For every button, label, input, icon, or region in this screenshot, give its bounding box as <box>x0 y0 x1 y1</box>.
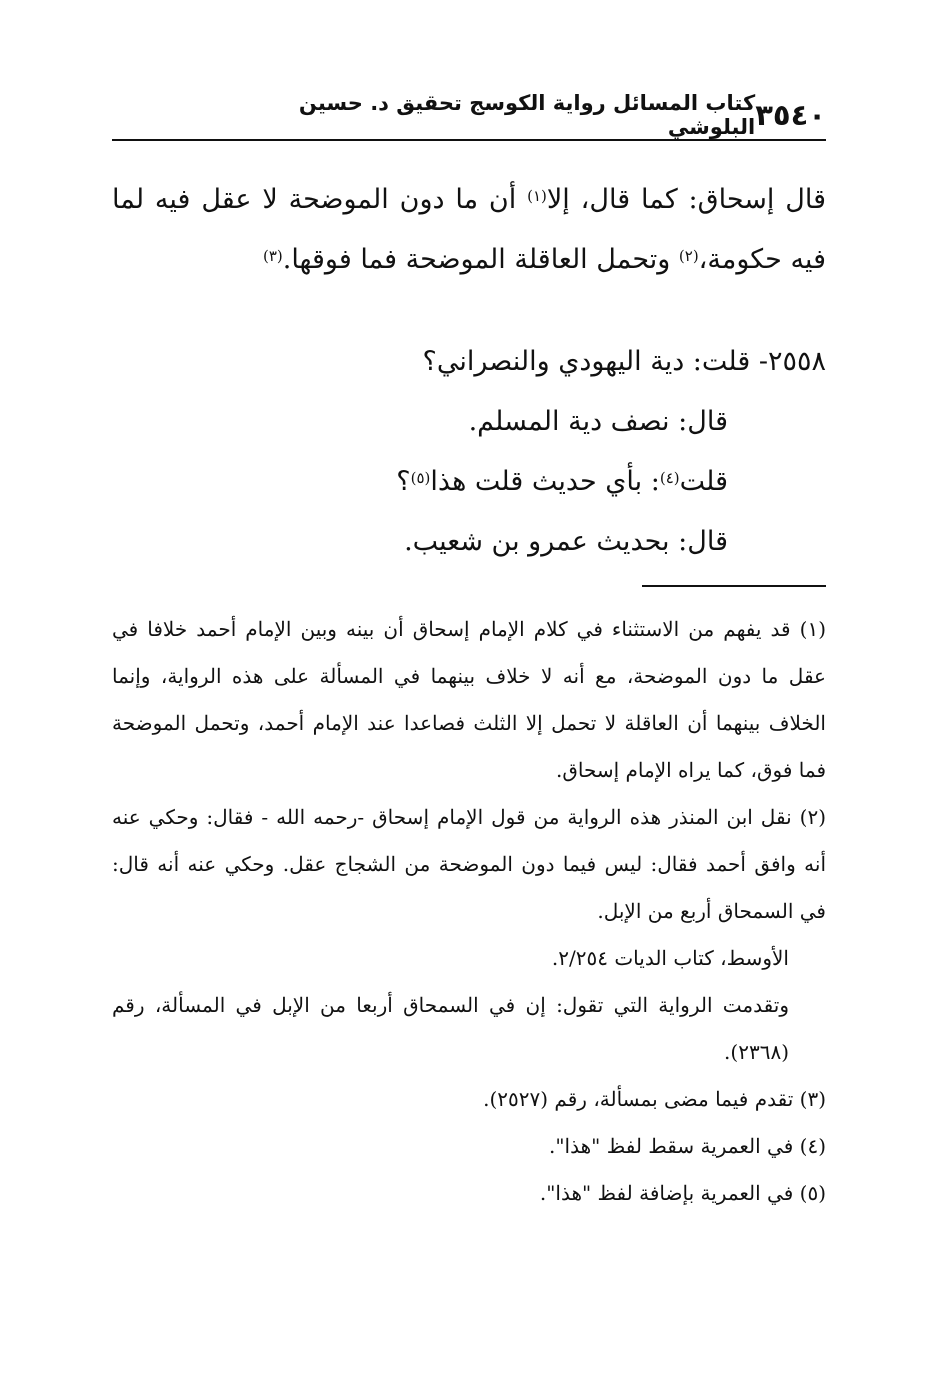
footnote-4 <box>112 1123 826 1170</box>
answer-line: قال: نصف دية المسلم. <box>468 406 728 437</box>
text-run: : بأي حديث قلت هذا <box>430 466 660 497</box>
footnote-ref[interactable]: (١) <box>527 187 547 205</box>
footnote-3 <box>112 1076 826 1123</box>
footnote-text: نقل ابن المنذر هذه الرواية من قول الإمام إسحاق -رحمه الله - فقال: وحكي عنه أنه وافق أحمد فقال: ليس فيما دون الموضحة من الشجاج عقل. وحكي عنه أنه قال: في السمحاق أربع من الإبل. <box>112 805 826 923</box>
text-run: أن ما دون الموضحة لا عقل فيه لما فيه حكومة، <box>112 184 826 275</box>
footnote-number: (٥) <box>799 1181 826 1205</box>
footnote-number: (٤) <box>799 1134 826 1158</box>
footnote-2-note: وتقدمت الرواية التي تقول: إن في السمحاق أربعا من الإبل في المسألة، رقم (٢٣٦٨). <box>112 993 789 1064</box>
text-run: قلت <box>679 466 728 497</box>
footnote-text: في العمرية سقط لفظ "هذا". <box>549 1134 794 1158</box>
footnote-rule <box>642 585 826 587</box>
question-number: ٢٥٥٨- <box>750 346 826 377</box>
question-line <box>112 452 826 512</box>
footnote-ref[interactable]: (٢) <box>678 247 699 265</box>
footnote-2-source: الأوسط، كتاب الديات ٢/٢٥٤. <box>551 946 789 970</box>
page-number: ٣٥٤٠ <box>755 98 826 132</box>
footnote-number: (٣) <box>799 1087 826 1111</box>
footnote-ref[interactable]: (٥) <box>410 469 431 487</box>
footnote-number: (٢) <box>799 805 826 829</box>
running-title: كتاب المسائل رواية الكوسج تحقيق د. حسين البلوشي <box>298 91 756 139</box>
answer-line: قال: بحديث عمرو بن شعيب. <box>404 526 728 557</box>
header-rule <box>112 139 826 141</box>
footnote-ref[interactable]: (٤) <box>659 469 680 487</box>
paragraph-ishaq <box>112 170 826 290</box>
main-text <box>112 170 826 572</box>
footnote-5 <box>112 1170 826 1217</box>
footnote-text: قد يفهم من الاستثناء في كلام الإمام إسحاق أن بينه وبين الإمام أحمد خلافا في عقل ما دون الموضحة، مع أنه لا خلاف بينهما في المسألة على هذه الرواية، وإنما الخلاف بينهما أن العاقلة لا تحمل إلا الثلث فصاعدا عند الإمام أحمد، وتحمل الموضحة فما فوق، كما يراه الإمام إسحاق. <box>112 617 826 782</box>
footnotes <box>112 606 826 1217</box>
footnote-text: تقدم فيما مضى بمسألة، رقم (٢٥٢٧). <box>483 1087 794 1111</box>
text-run: قال إسحاق: كما قال، إلا <box>546 184 826 215</box>
text-run: قلت: دية اليهودي والنصراني؟ <box>422 346 751 377</box>
question-line <box>112 332 826 392</box>
footnote-ref[interactable]: (٣) <box>262 247 283 265</box>
footnote-1 <box>112 606 826 794</box>
footnote-number: (١) <box>799 617 826 641</box>
page-header <box>112 92 826 138</box>
footnote-2 <box>112 794 826 935</box>
question-block <box>112 332 826 572</box>
text-run: ؟ <box>396 466 411 497</box>
footnote-text: في العمرية بإضافة لفظ "هذا". <box>539 1181 794 1205</box>
text-run: وتحمل العاقلة الموضحة فما فوقها. <box>282 244 679 275</box>
